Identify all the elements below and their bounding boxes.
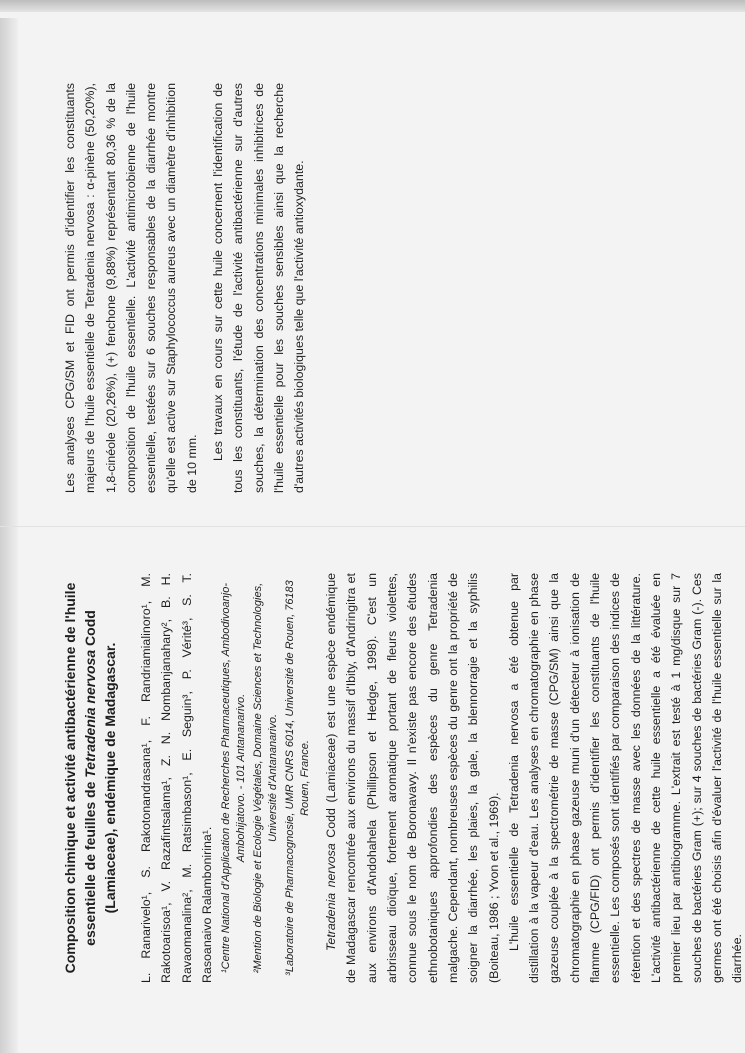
affiliation-1: ¹Centre National d'Application de Recherches Pharmaceutiques, Ambodivoanjo-Ambohijatovo. - 101 Antananarivo. [220,583,248,973]
methods-paragraph: L'huile essentielle de Tetradenia nervosa a été obtenue par distillation à la vapeur d'eau. Les analyses en chromatographie en phase gazeuse couplée à la spectrométrie de masse (CPG/SM) ainsi que la chromatographie en phase gazeuse muni d'un détecteur à ionisation de flamme (CPG/FID) ont permis d'identifier les constituants de l'huile essentielle. Les composés sont identifiés par comparaison des indices de rétention et des spectres de masse avec les données de la littérature. L'activité antibactérienne de cette huile essentielle a été évaluée en premier lieu par antibiogramme. L'extrait est testé à 1 mg/disque sur 7 souches de bactéries Gram (+); sur 4 souches de bactéries Gram (-). Ces germes ont été choisis afin d'évaluer l'activité de l'huile essentielle sur la diarrhée. [506,573,745,983]
intro-text: Codd (Lamiaceae) est une espèce endémique de Madagascar rencontrée aux environs du massif d'Ibity, d'Andringitra et aux environs d'Andohahela (Phillipson et Hedge, 1998). C'est un arbrisseau dioïque, fortement aromatique portant de fleurs violettes, connue sous le nom de Boronavavy. Il n'existe pas encore des études ethnobotaniques approfondies des espèces du genre Tetradenia malgache. Cependant, nombreuses espèces du genre ont la propriété de soigner la diarrhée, les plaies, la gale, la blennorragie et la syphilis (Boiteau, 1986 ; Yvon et al., 1969). [324,573,501,983]
affiliation-2: ²Mention de Biologie et Ecologie Végétales, Domaine Sciences et Technologies, Université d'Antananarivo. [252,582,280,974]
results-paragraph: Les analyses CPG/SM et FID ont permis d'identifier les constituants majeurs de l'huile essentielle de Tetradenia nervosa : α-pinène (50,20%), 1,8-cinéole (20,26%), (+) fenchone (9,88%) représentant 80,36 % de la composition de l'huile essentielle. L'activité antimicrobienne de l'huile essentielle, testées sur 6 souches responsables de la diarrhée montre qu'elle est active sur Staphylococcus aureus avec un diamètre d'inhibition de 10 mm. [63,83,199,493]
title-species: Tetradenia nervosa [82,649,98,778]
paper-title [60,573,120,983]
perspectives-paragraph: Les travaux en cours sur cette huile concernent l'identification de tous les constituants, l'étude de l'activité antibactérienne sur d'autres souches, la détermination des concentrations minimales inhibitrices de l'huile essentielle pour les souches sensibles ainsi que la recherche d'autres activités biologiques telle que l'activité antioxydante. [211,83,307,493]
intro-lead-species: Tetradenia nervosa [324,843,339,951]
intro-paragraph [321,573,504,983]
right-column [60,83,310,493]
author-list: L. Ranarivelo¹, S. Rakotonandrasana¹, F. Randriamialinoro¹, M. Rakotoarisoa¹, V. Razafintsalama¹, Z. N. Nombanjanahary², B. H. Ravaomanalina², M. Ratsimbason¹, E. Seguin³, P. Vérité³, S. T. Rasoanaivo Ralambonirina¹. [139,573,214,983]
title-part-b: Codd (Lamiaceae), endémique de Madagascar. [82,610,118,914]
title-part-a: Composition chimique et activité antibactérienne de l'huile essentielle de feuilles de [62,582,98,974]
left-column [60,573,745,983]
affiliation-3: ³Laboratoire de Pharmacognosie, UMR CNRS 6014, Université de Rouen, 76183 Rouen, France. [284,580,312,976]
